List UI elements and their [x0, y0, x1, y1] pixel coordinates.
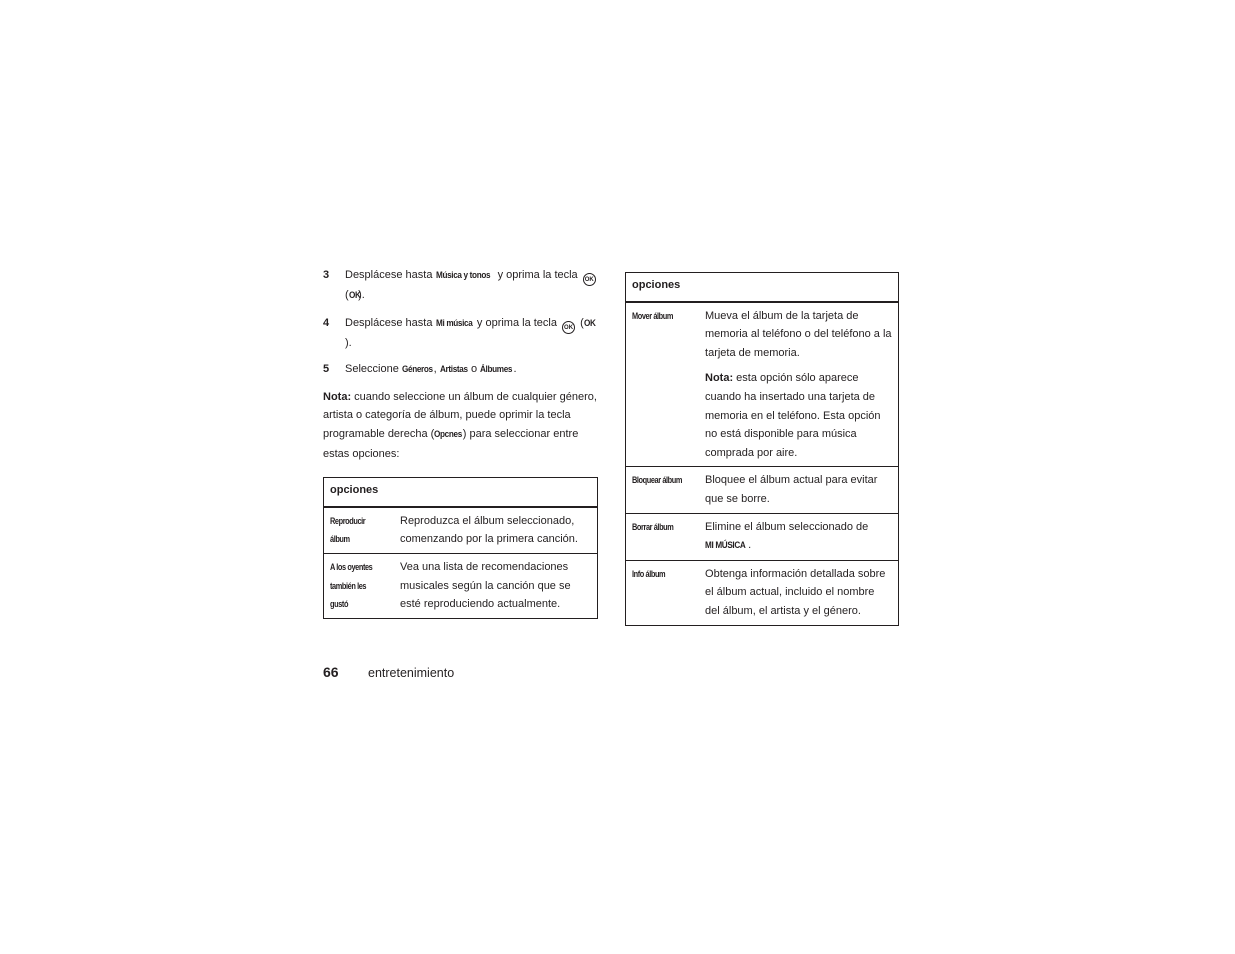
options-table-left: [323, 477, 598, 619]
step-number: 4: [323, 316, 330, 329]
menu-command: Géneros: [401, 364, 433, 376]
option-key: A los oyentes también les gustó: [324, 553, 394, 617]
option-description: Vea una lista de recomendaciones musicales según la canción que se esté reproduciendo actualmente.: [394, 553, 597, 617]
option-description: Elimine el álbum seleccionado de MI MÚSICA .: [699, 513, 898, 560]
page-footer: [323, 664, 454, 680]
menu-command: MI MÚSICA: [705, 540, 746, 552]
option-key: Info álbum: [626, 560, 699, 624]
option-description: Obtenga información detallada sobre el álbum actual, incluido el nombre del álbum, el artista y el género.: [699, 560, 898, 624]
table-row: [324, 507, 597, 554]
option-key: Reproducir álbum: [330, 515, 366, 545]
softkey-command: OK: [583, 317, 596, 329]
step-5: [323, 360, 599, 380]
table-row: [324, 553, 597, 617]
page-number: 66: [323, 664, 339, 680]
option-key: Borrar álbum: [626, 513, 699, 560]
option-key: Mover álbum: [632, 310, 674, 321]
right-column: [625, 272, 899, 626]
option-key: Bloquear álbum: [626, 467, 699, 513]
step-3: [323, 266, 599, 306]
note-paragraph: Nota: cuando seleccione un álbum de cualquier género, artista o categoría de álbum, puede oprimir la tecla programable derecha (Opcnes) para seleccionar entre estas opciones:: [323, 390, 597, 460]
step-text: Desplácese hasta Mi música y oprima la tecla OK (OK).: [345, 316, 596, 349]
table-header: opciones: [324, 478, 597, 507]
table-header: opciones: [626, 273, 898, 302]
menu-command: Mi música: [435, 317, 472, 329]
option-description: Bloquee el álbum actual para evitar que se borre.: [699, 467, 898, 513]
table-row: [626, 467, 898, 513]
table-row: [626, 302, 898, 467]
menu-command: Artistas: [439, 364, 468, 376]
section-name: entretenimiento: [368, 666, 455, 680]
ok-key-icon: OK: [583, 273, 596, 286]
note-label: Nota:: [323, 390, 352, 403]
step-text: Seleccione Géneros, Artistas o Álbumes.: [345, 360, 599, 380]
option-description: Mueva el álbum de la tarjeta de memoria al teléfono o del teléfono a la tarjeta de memoria. Nota: esta opción sólo aparece cuando ha insertado una tarjeta de memoria en el teléfono. Esta opción no está disponible para música comprada por aire.: [699, 302, 898, 467]
menu-command: Álbumes: [480, 364, 513, 376]
menu-command: Música y tonos: [435, 270, 490, 281]
softkey-command: OK: [348, 290, 361, 301]
table-row: [626, 560, 898, 624]
table-row: [626, 513, 898, 560]
ok-key-icon: OK: [562, 321, 575, 334]
option-note: Nota: esta opción sólo aparece cuando ha insertado una tarjeta de memoria en el teléfono. Esta opción no está disponible para música comprada por aire.: [705, 372, 881, 459]
step-number: 3: [323, 269, 330, 281]
step-4: [323, 314, 599, 353]
softkey-command: Opcnes: [434, 428, 463, 440]
option-description: Reproduzca el álbum seleccionado, comenzando por la primera canción.: [400, 514, 578, 546]
left-column: [323, 266, 599, 619]
step-number: 5: [323, 363, 330, 376]
step-text: Desplácese hasta Música y tonos y oprima la tecla OK (OK).: [345, 266, 599, 306]
options-table-right: [625, 272, 899, 626]
